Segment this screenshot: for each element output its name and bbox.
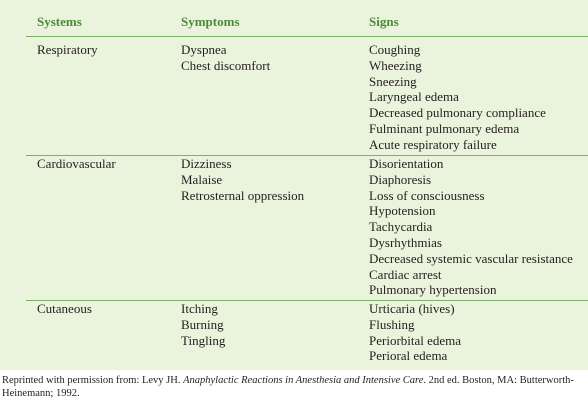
signs-list xyxy=(369,42,546,153)
header-signs: Signs xyxy=(369,14,399,29)
sign-item: Periorbital edema xyxy=(369,332,462,348)
system-name: Cutaneous xyxy=(37,301,92,316)
sign-item: Acute respiratory failure xyxy=(369,136,497,152)
footnote-prefix: Reprinted with permission from: Levy JH. xyxy=(2,375,184,386)
symptoms-list xyxy=(181,156,304,203)
header-systems: Systems xyxy=(37,14,82,29)
sign-item: Pulmonary hypertension xyxy=(369,282,497,298)
symptom-item: Malaise xyxy=(181,171,223,187)
symptom-item: Chest discomfort xyxy=(181,57,271,73)
sign-item: Disorientation xyxy=(369,156,444,171)
system-cell xyxy=(37,42,98,58)
sign-item: Loss of consciousness xyxy=(369,187,485,203)
sign-item: Flushing xyxy=(369,316,415,332)
sign-item: Perioral edema xyxy=(369,348,448,364)
sign-item: Fulminant pulmonary edema xyxy=(369,120,520,136)
sign-item: Diaphoresis xyxy=(369,171,432,187)
header-symptoms: Symptoms xyxy=(181,14,240,29)
sign-item: Sneezing xyxy=(369,73,417,89)
system-name: Respiratory xyxy=(37,42,98,57)
sign-item: Decreased systemic vascular resistance xyxy=(369,250,573,266)
symptom-item: Dyspnea xyxy=(181,42,227,57)
symptoms-list xyxy=(181,42,270,74)
table-header xyxy=(0,0,588,38)
source-footnote xyxy=(2,374,586,400)
sign-item: Urticaria (hives) xyxy=(369,301,455,316)
footnote-book-title: Anaphylactic Reactions in Anesthesia and Intensive Care xyxy=(183,375,424,386)
sign-item: Dysrhythmias xyxy=(369,234,442,250)
signs-list xyxy=(369,156,573,298)
header-rule xyxy=(26,36,588,37)
signs-list xyxy=(369,301,461,364)
sign-item: Tachycardia xyxy=(369,219,433,235)
sign-item: Cardiac arrest xyxy=(369,266,442,282)
sign-item: Hypotension xyxy=(369,203,436,219)
symptoms-list xyxy=(181,301,225,348)
symptom-item: Itching xyxy=(181,301,218,316)
system-cell xyxy=(37,301,92,317)
symptom-item: Dizziness xyxy=(181,156,232,171)
sign-item: Decreased pulmonary compliance xyxy=(369,105,546,121)
row-rule xyxy=(26,300,588,301)
symptom-item: Retrosternal oppression xyxy=(181,187,305,203)
symptom-item: Burning xyxy=(181,316,224,332)
sign-item: Wheezing xyxy=(369,57,422,73)
system-cell xyxy=(37,156,116,172)
system-name: Cardiovascular xyxy=(37,156,116,171)
footnote-suffix: . 2nd ed. Boston, MA: Butterworth-Heinemann; 1992. xyxy=(2,375,574,399)
sign-item: Laryngeal edema xyxy=(369,89,459,105)
sign-item: Coughing xyxy=(369,42,421,57)
symptom-item: Tingling xyxy=(181,332,226,348)
